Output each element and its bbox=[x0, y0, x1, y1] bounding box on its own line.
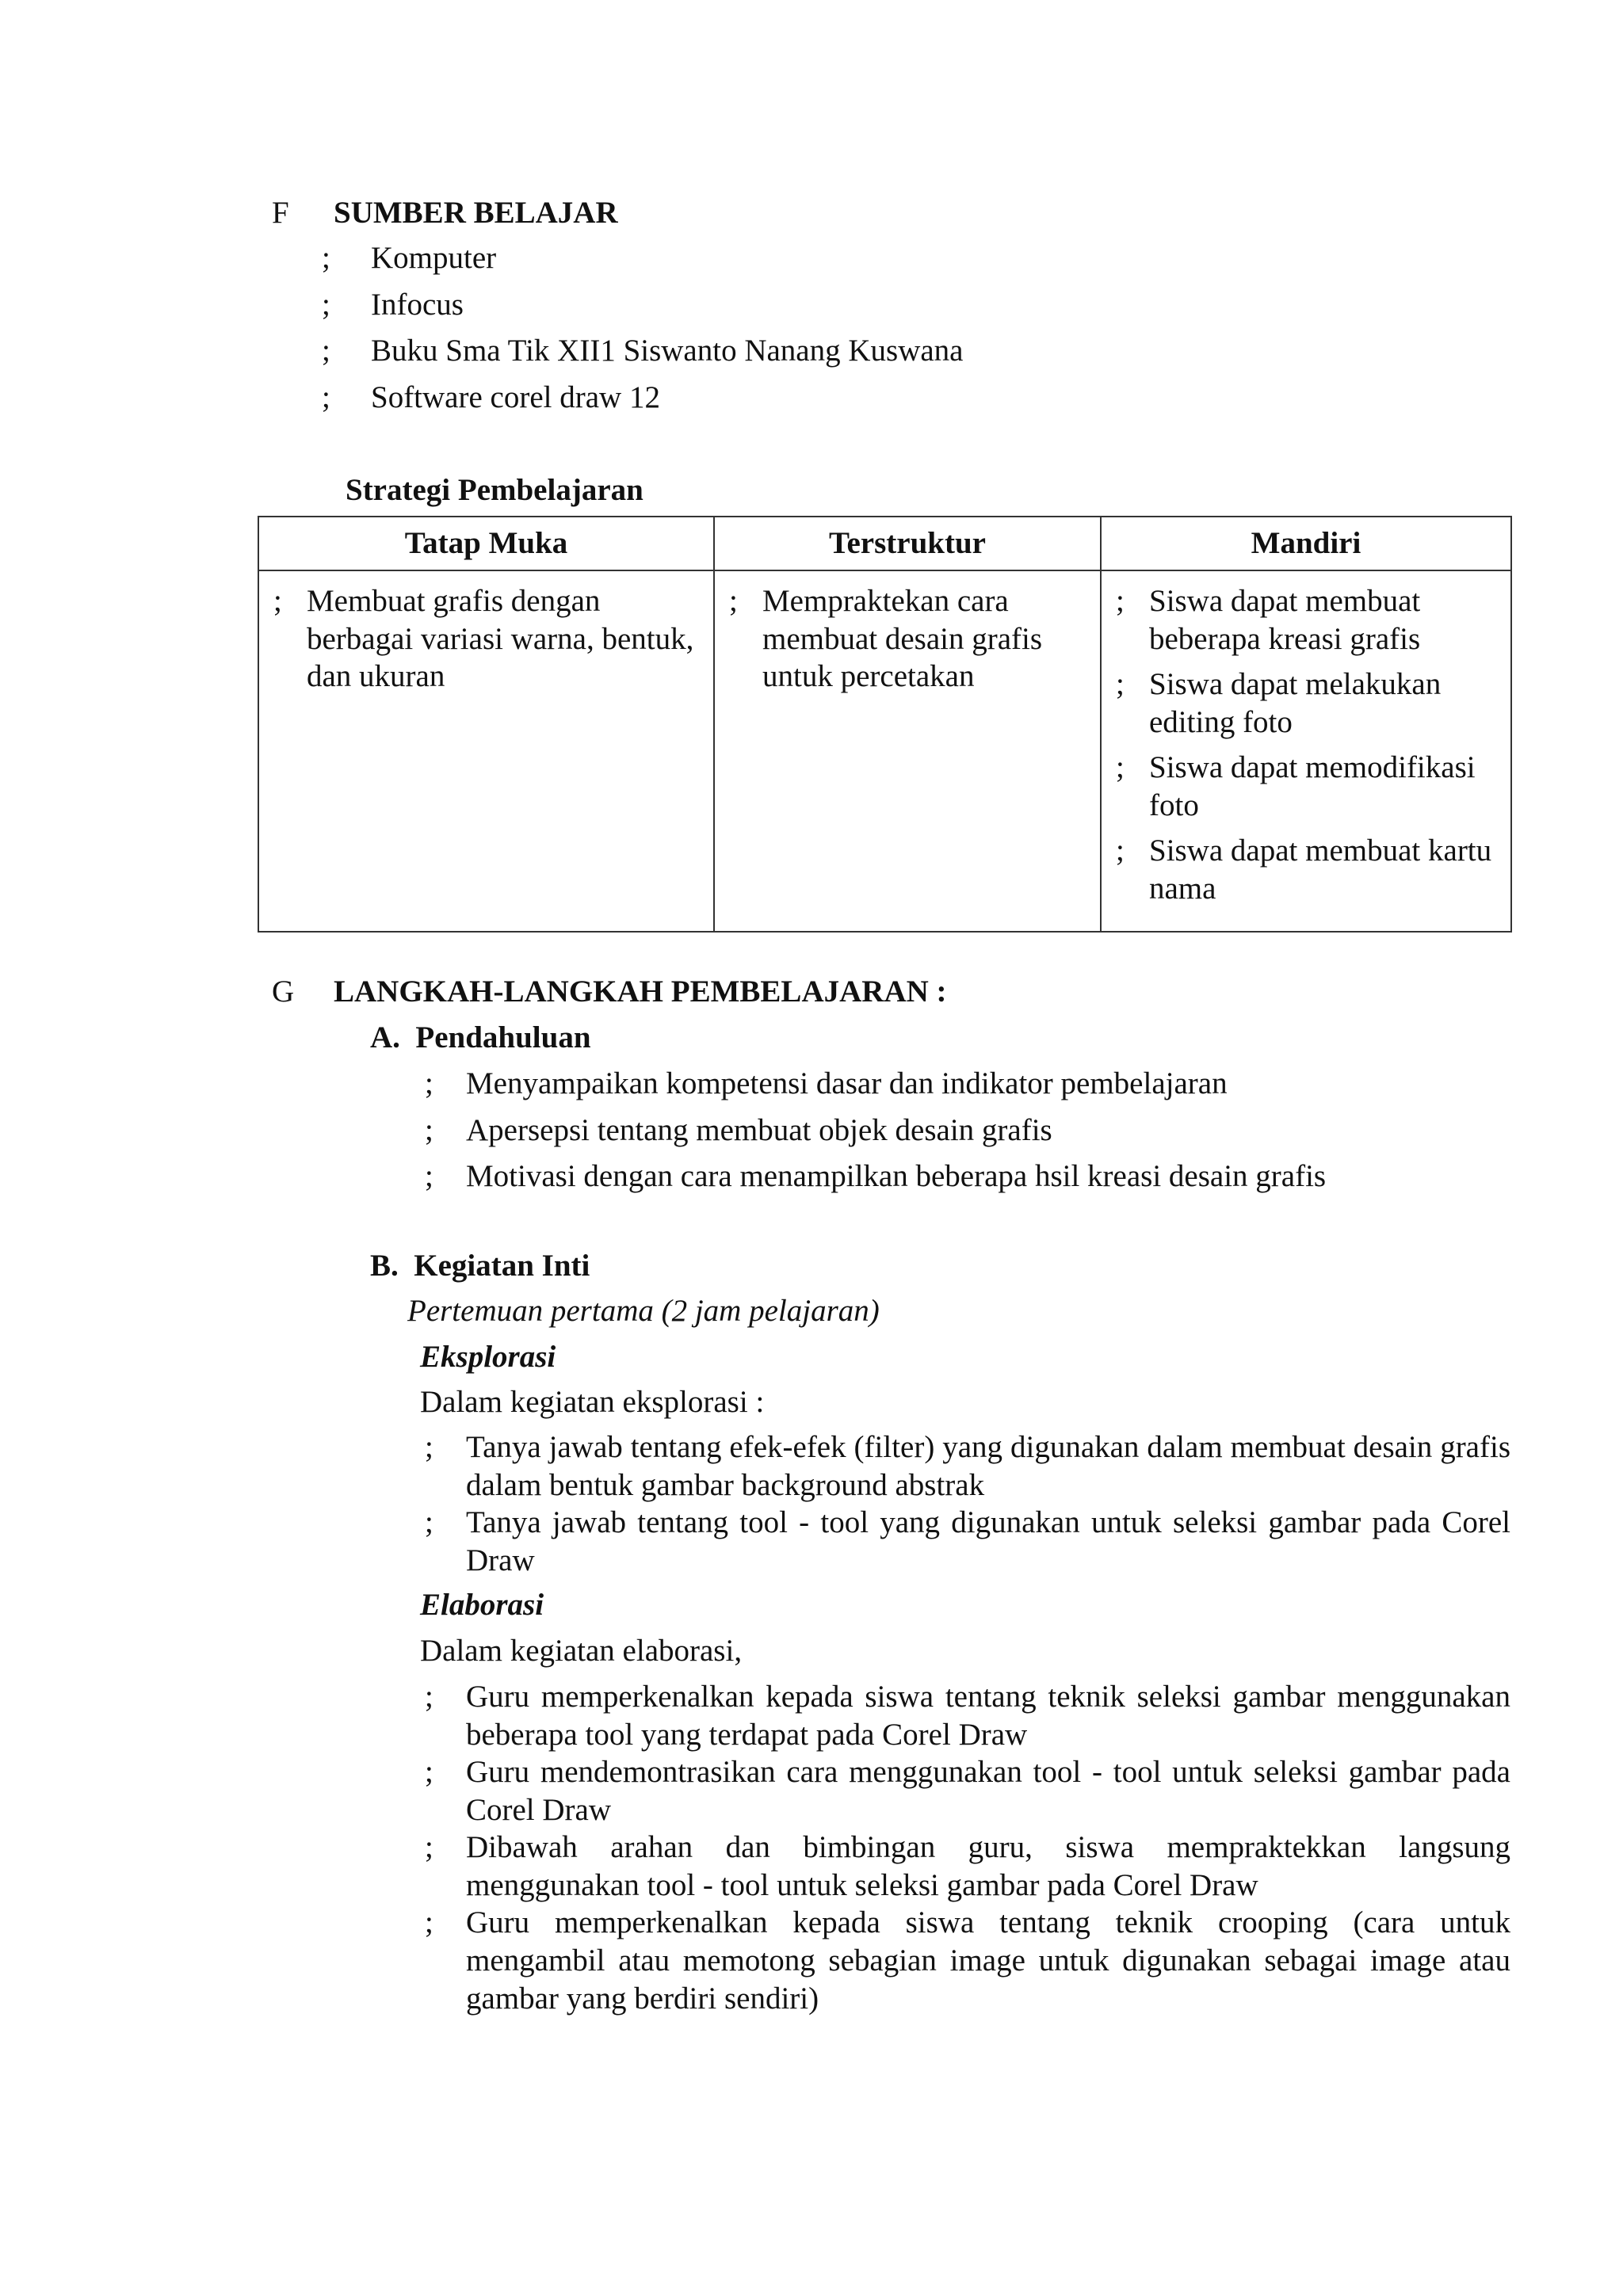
list-item: ; Mempraktekan cara membuat desain grafis untuk percetakan bbox=[729, 584, 1043, 694]
cell-terstruktur bbox=[714, 570, 1101, 932]
col-header-terstruktur: Terstruktur bbox=[714, 517, 1101, 570]
section-g-heading bbox=[272, 973, 947, 1011]
strategi-title: Strategi Pembelajaran bbox=[346, 473, 643, 507]
section-f-marker: F bbox=[272, 196, 289, 230]
section-f-heading bbox=[272, 194, 618, 232]
list-item: ; Membuat grafis dengan berbagai variasi warna, bentuk, dan ukuran bbox=[273, 584, 694, 694]
elaborasi-intro: Dalam kegiatan elaborasi, bbox=[420, 1634, 743, 1668]
table-row bbox=[258, 570, 1511, 932]
list-item: ; Komputer bbox=[322, 241, 497, 275]
list-item: ; Guru mendemontrasikan cara menggunakan tool - tool untuk seleksi gambar pada Corel Draw bbox=[425, 1755, 1510, 1827]
pendahuluan-list bbox=[425, 1065, 1510, 1204]
strategi-table bbox=[258, 516, 1512, 933]
section-f-title: SUMBER BELAJAR bbox=[334, 196, 618, 230]
table-header-row bbox=[258, 517, 1511, 570]
list-item: ; Siswa dapat memodifikasi foto bbox=[1116, 750, 1476, 822]
col-header-tatap-muka: Tatap Muka bbox=[258, 517, 714, 570]
cell-mandiri bbox=[1101, 570, 1511, 932]
list-item: ; Guru memperkenalkan kepada siswa tentang teknik seleksi gambar menggunakan beberapa tool yang terdapat pada Corel Draw bbox=[425, 1680, 1510, 1752]
list-item: ; Infocus bbox=[322, 287, 464, 322]
elaborasi-list bbox=[425, 1678, 1510, 2017]
list-item: ; Tanya jawab tentang tool - tool yang digunakan untuk seleksi gambar pada Corel Draw bbox=[425, 1505, 1510, 1577]
list-item: ; Motivasi dengan cara menampilkan beberapa hsil kreasi desain grafis bbox=[425, 1159, 1327, 1194]
sumber-belajar-list bbox=[322, 239, 1352, 425]
section-g-marker: G bbox=[272, 974, 295, 1009]
list-item: ; Menyampaikan kompetensi dasar dan indikator pembelajaran bbox=[425, 1066, 1228, 1100]
section-g-title: LANGKAH-LANGKAH PEMBELAJARAN : bbox=[334, 974, 947, 1009]
eksplorasi-title: Eksplorasi bbox=[420, 1340, 556, 1374]
list-item: ; Siswa dapat melakukan editing foto bbox=[1116, 667, 1442, 739]
list-item: ; Buku Sma Tik XII1 Siswanto Nanang Kuswana bbox=[322, 334, 964, 368]
list-item: ; Dibawah arahan dan bimbingan guru, siswa mempraktekkan langsung menggunakan tool - tool untuk seleksi gambar pada Corel Draw bbox=[425, 1830, 1510, 1902]
elaborasi-title: Elaborasi bbox=[420, 1588, 544, 1622]
list-item: ; Siswa dapat membuat beberapa kreasi grafis bbox=[1116, 584, 1421, 656]
eksplorasi-list bbox=[425, 1428, 1510, 1579]
cell-tatap-muka bbox=[258, 570, 714, 932]
kegiatan-inti-title: B. Kegiatan Inti bbox=[370, 1249, 590, 1283]
list-item: ; Siswa dapat membuat kartu nama bbox=[1116, 833, 1492, 906]
list-item: ; Apersepsi tentang membuat objek desain grafis bbox=[425, 1112, 1052, 1147]
list-item: ; Tanya jawab tentang efek-efek (filter) yang digunakan dalam membuat desain grafis dalam bentuk gambar background abstrak bbox=[425, 1430, 1510, 1502]
list-item: ; Guru memperkenalkan kepada siswa tentang teknik crooping (cara untuk mengambil atau memotong sebagian image untuk digunakan sebagai image atau gambar yang berdiri sendiri) bbox=[425, 1905, 1510, 2016]
list-item: ; Software corel draw 12 bbox=[322, 379, 660, 414]
eksplorasi-intro: Dalam kegiatan eksplorasi : bbox=[420, 1385, 765, 1419]
col-header-mandiri: Mandiri bbox=[1101, 517, 1511, 570]
pertemuan-label: Pertemuan pertama (2 jam pelajaran) bbox=[407, 1294, 880, 1328]
pendahuluan-title: A. Pendahuluan bbox=[370, 1020, 591, 1055]
